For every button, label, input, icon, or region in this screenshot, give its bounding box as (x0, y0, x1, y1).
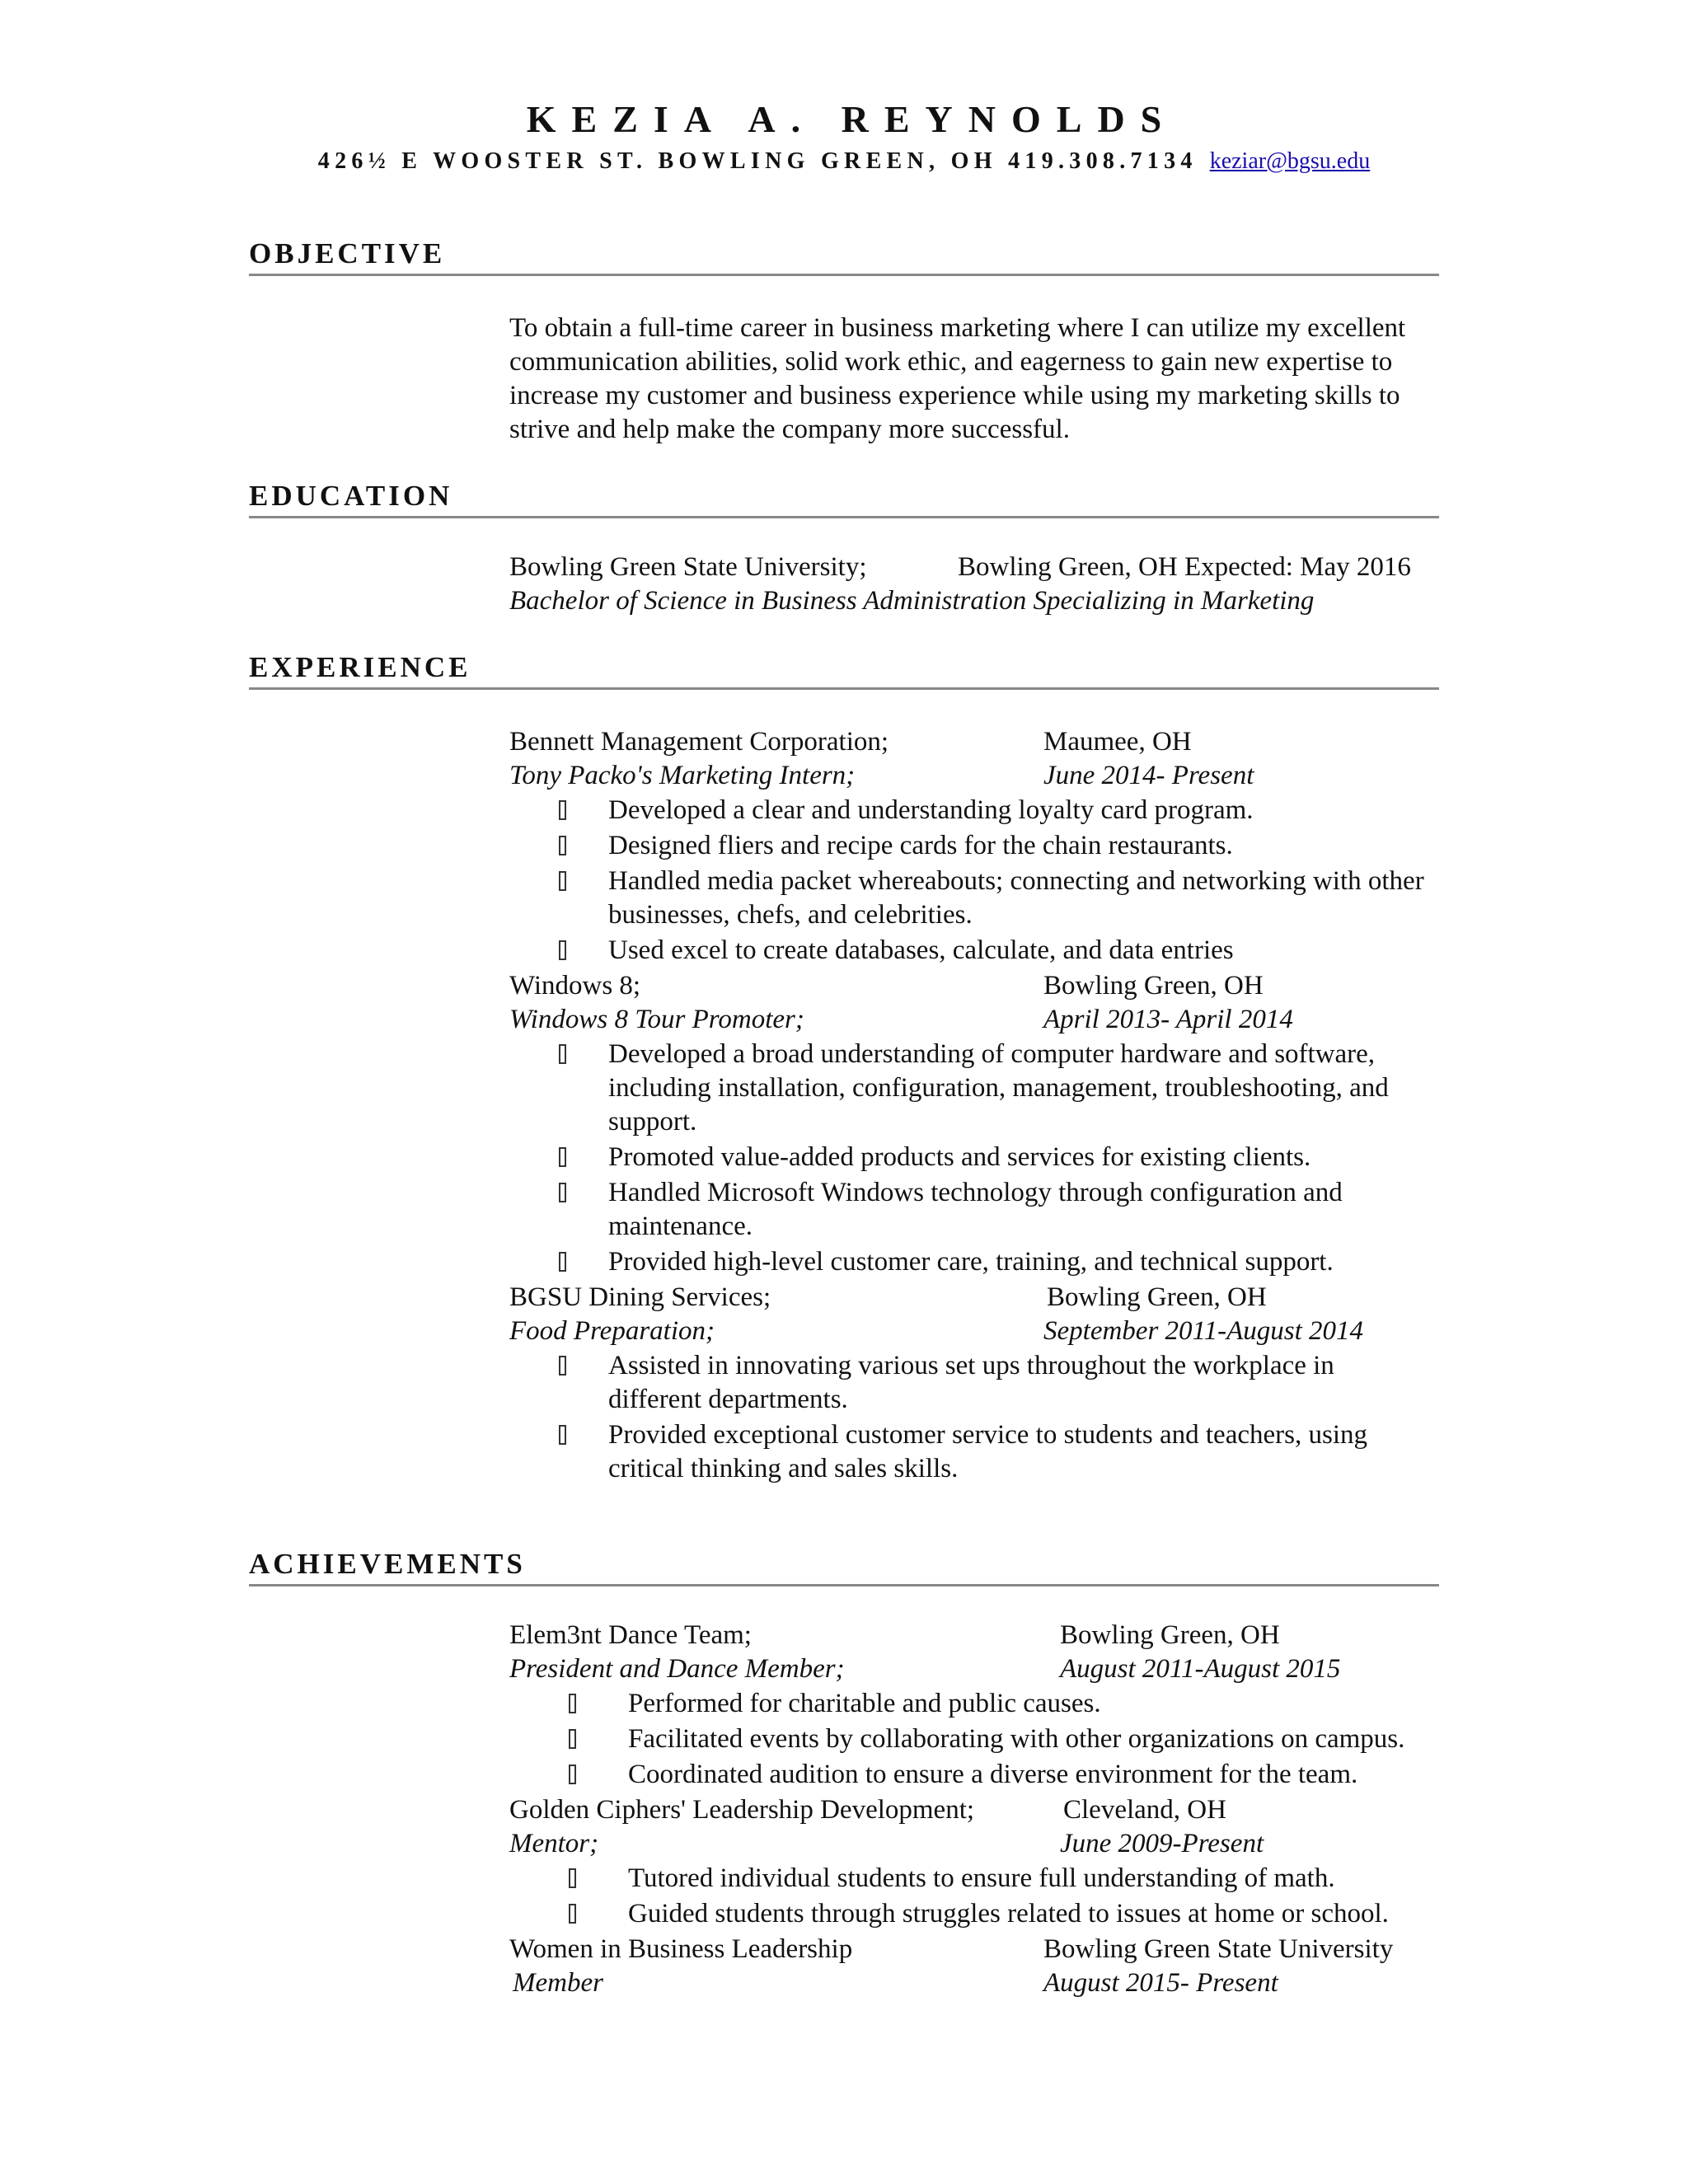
bullet-box-icon (569, 1694, 576, 1713)
bullet-box-icon (559, 800, 566, 820)
achievement-title-row (509, 1966, 1449, 2000)
job-title: Windows 8 Tour Promoter; (509, 1005, 804, 1034)
bullet-box-icon (559, 1356, 566, 1376)
bullet-item: Tutored individual students to ensure full understanding of math. (509, 1862, 1449, 1896)
job-org-row (509, 725, 1449, 759)
job-dates: September 2011-August 2014 (1043, 1316, 1363, 1346)
bullet-box-icon (559, 1044, 566, 1064)
objective-heading: OBJECTIVE (249, 236, 1439, 276)
bullet-item: Coordinated audition to ensure a diverse environment for the team. (509, 1758, 1449, 1792)
school-location-date: Bowling Green, OH Expected: May 2016 (958, 552, 1411, 582)
job-title: Tony Packo's Marketing Intern; (509, 761, 856, 790)
achievement-dates: August 2015- Present (1043, 1968, 1278, 1998)
job-title: Food Preparation; (509, 1316, 715, 1346)
achievement-org: Elem3nt Dance Team; (509, 1620, 752, 1650)
bullet-item: Designed fliers and recipe cards for the chain restaurants. (509, 829, 1449, 863)
achievement-location: Bowling Green, OH (1060, 1620, 1280, 1650)
bullet-item: Provided high-level customer care, training, and technical support. (509, 1245, 1449, 1279)
achievement-dates: June 2009-Present (1060, 1829, 1264, 1858)
achievement-org-row (509, 1793, 1449, 1827)
bullet-box-icon (569, 1765, 576, 1784)
job-location: Bowling Green, OH (1047, 1282, 1267, 1312)
job-org: Bennett Management Corporation; (509, 727, 889, 757)
achievement-title: President and Dance Member; (509, 1654, 845, 1684)
achievement-org-row (509, 1619, 1449, 1652)
bullet-item: Developed a clear and understanding loyalty card program. (509, 794, 1449, 827)
objective-text: To obtain a full-time career in business marketing where I can utilize my excellent communication abilities, solid work ethic, and eagerness to gain new expertise to increase my customer and business experience while using my marketing skills to strive and help make the company more successful. (509, 313, 1406, 444)
achievement-org: Golden Ciphers' Leadership Development; (509, 1795, 975, 1825)
contact-line (0, 145, 1688, 178)
achievement-org-row (509, 1933, 1449, 1966)
bullet-box-icon (559, 871, 566, 891)
job-title-row (509, 759, 1449, 793)
bullet-item: Used excel to create databases, calculate, and data entries (509, 934, 1449, 968)
education-heading: EDUCATION (249, 478, 1439, 518)
bullet-item: Handled Microsoft Windows technology through configuration and maintenance. (509, 1176, 1432, 1244)
education-section (509, 551, 1449, 618)
bullet-item: Guided students through struggles related to issues at home or school. (509, 1897, 1449, 1931)
candidate-name: KEZIA A. REYNOLDS (526, 98, 1178, 140)
bullet-box-icon (569, 1729, 576, 1749)
bullet-item: Performed for charitable and public causes. (509, 1687, 1449, 1721)
email-link[interactable]: keziar@bgsu.edu (1209, 148, 1371, 174)
bullet-box-icon (559, 1425, 566, 1445)
bullet-box-icon (559, 836, 566, 855)
bullet-box-icon (559, 1147, 566, 1167)
address-phone: 426½ E WOOSTER ST. BOWLING GREEN, OH 419.308.7134 (317, 148, 1198, 174)
job-org-row (509, 969, 1449, 1003)
bullet-item: Promoted value-added products and services for existing clients. (509, 1141, 1449, 1174)
school-name: Bowling Green State University; (509, 552, 867, 582)
bullet-box-icon (559, 1183, 566, 1202)
job-title-row (509, 1315, 1449, 1348)
job-dates: April 2013- April 2014 (1043, 1005, 1293, 1034)
bullet-box-icon (569, 1904, 576, 1924)
job-org-row (509, 1281, 1449, 1315)
achievement-location: Bowling Green State University (1043, 1934, 1394, 1964)
achievement-title-row (509, 1827, 1449, 1861)
achievement-location: Cleveland, OH (1063, 1795, 1226, 1825)
experience-section (509, 725, 1449, 1488)
bullet-item: Provided exceptional customer service to students and teachers, using critical thinking and sales skills. (509, 1418, 1432, 1486)
job-dates: June 2014- Present (1043, 761, 1254, 790)
job-org: Windows 8; (509, 971, 641, 1001)
education-row (509, 551, 1449, 584)
achievements-section (509, 1619, 1449, 2000)
achievements-heading: ACHIEVEMENTS (249, 1546, 1439, 1586)
bullet-item: Developed a broad understanding of computer hardware and software, including installation, configuration, management, troubleshooting, and support. (509, 1038, 1416, 1139)
bullet-item: Handled media packet whereabouts; connecting and networking with other businesses, chefs, and celebrities. (509, 865, 1449, 932)
achievement-org: Women in Business Leadership (509, 1934, 853, 1964)
experience-heading: EXPERIENCE (249, 649, 1439, 690)
achievement-title-row (509, 1652, 1449, 1686)
bullet-box-icon (559, 940, 566, 960)
degree: Bachelor of Science in Business Administration Specializing in Marketing (509, 586, 1315, 616)
job-title-row (509, 1003, 1449, 1037)
achievement-title: Mentor; (509, 1829, 599, 1858)
bullet-item: Assisted in innovating various set ups throughout the workplace in different departments. (509, 1349, 1432, 1417)
job-org: BGSU Dining Services; (509, 1282, 771, 1312)
job-location: Maumee, OH (1043, 727, 1192, 757)
bullet-item: Facilitated events by collaborating with other organizations on campus. (509, 1722, 1452, 1756)
bullet-box-icon (569, 1868, 576, 1888)
objective-section (509, 312, 1432, 447)
achievement-dates: August 2011-August 2015 (1060, 1654, 1341, 1684)
job-location: Bowling Green, OH (1043, 971, 1264, 1001)
bullet-box-icon (559, 1252, 566, 1272)
achievement-title: Member (513, 1968, 603, 1998)
